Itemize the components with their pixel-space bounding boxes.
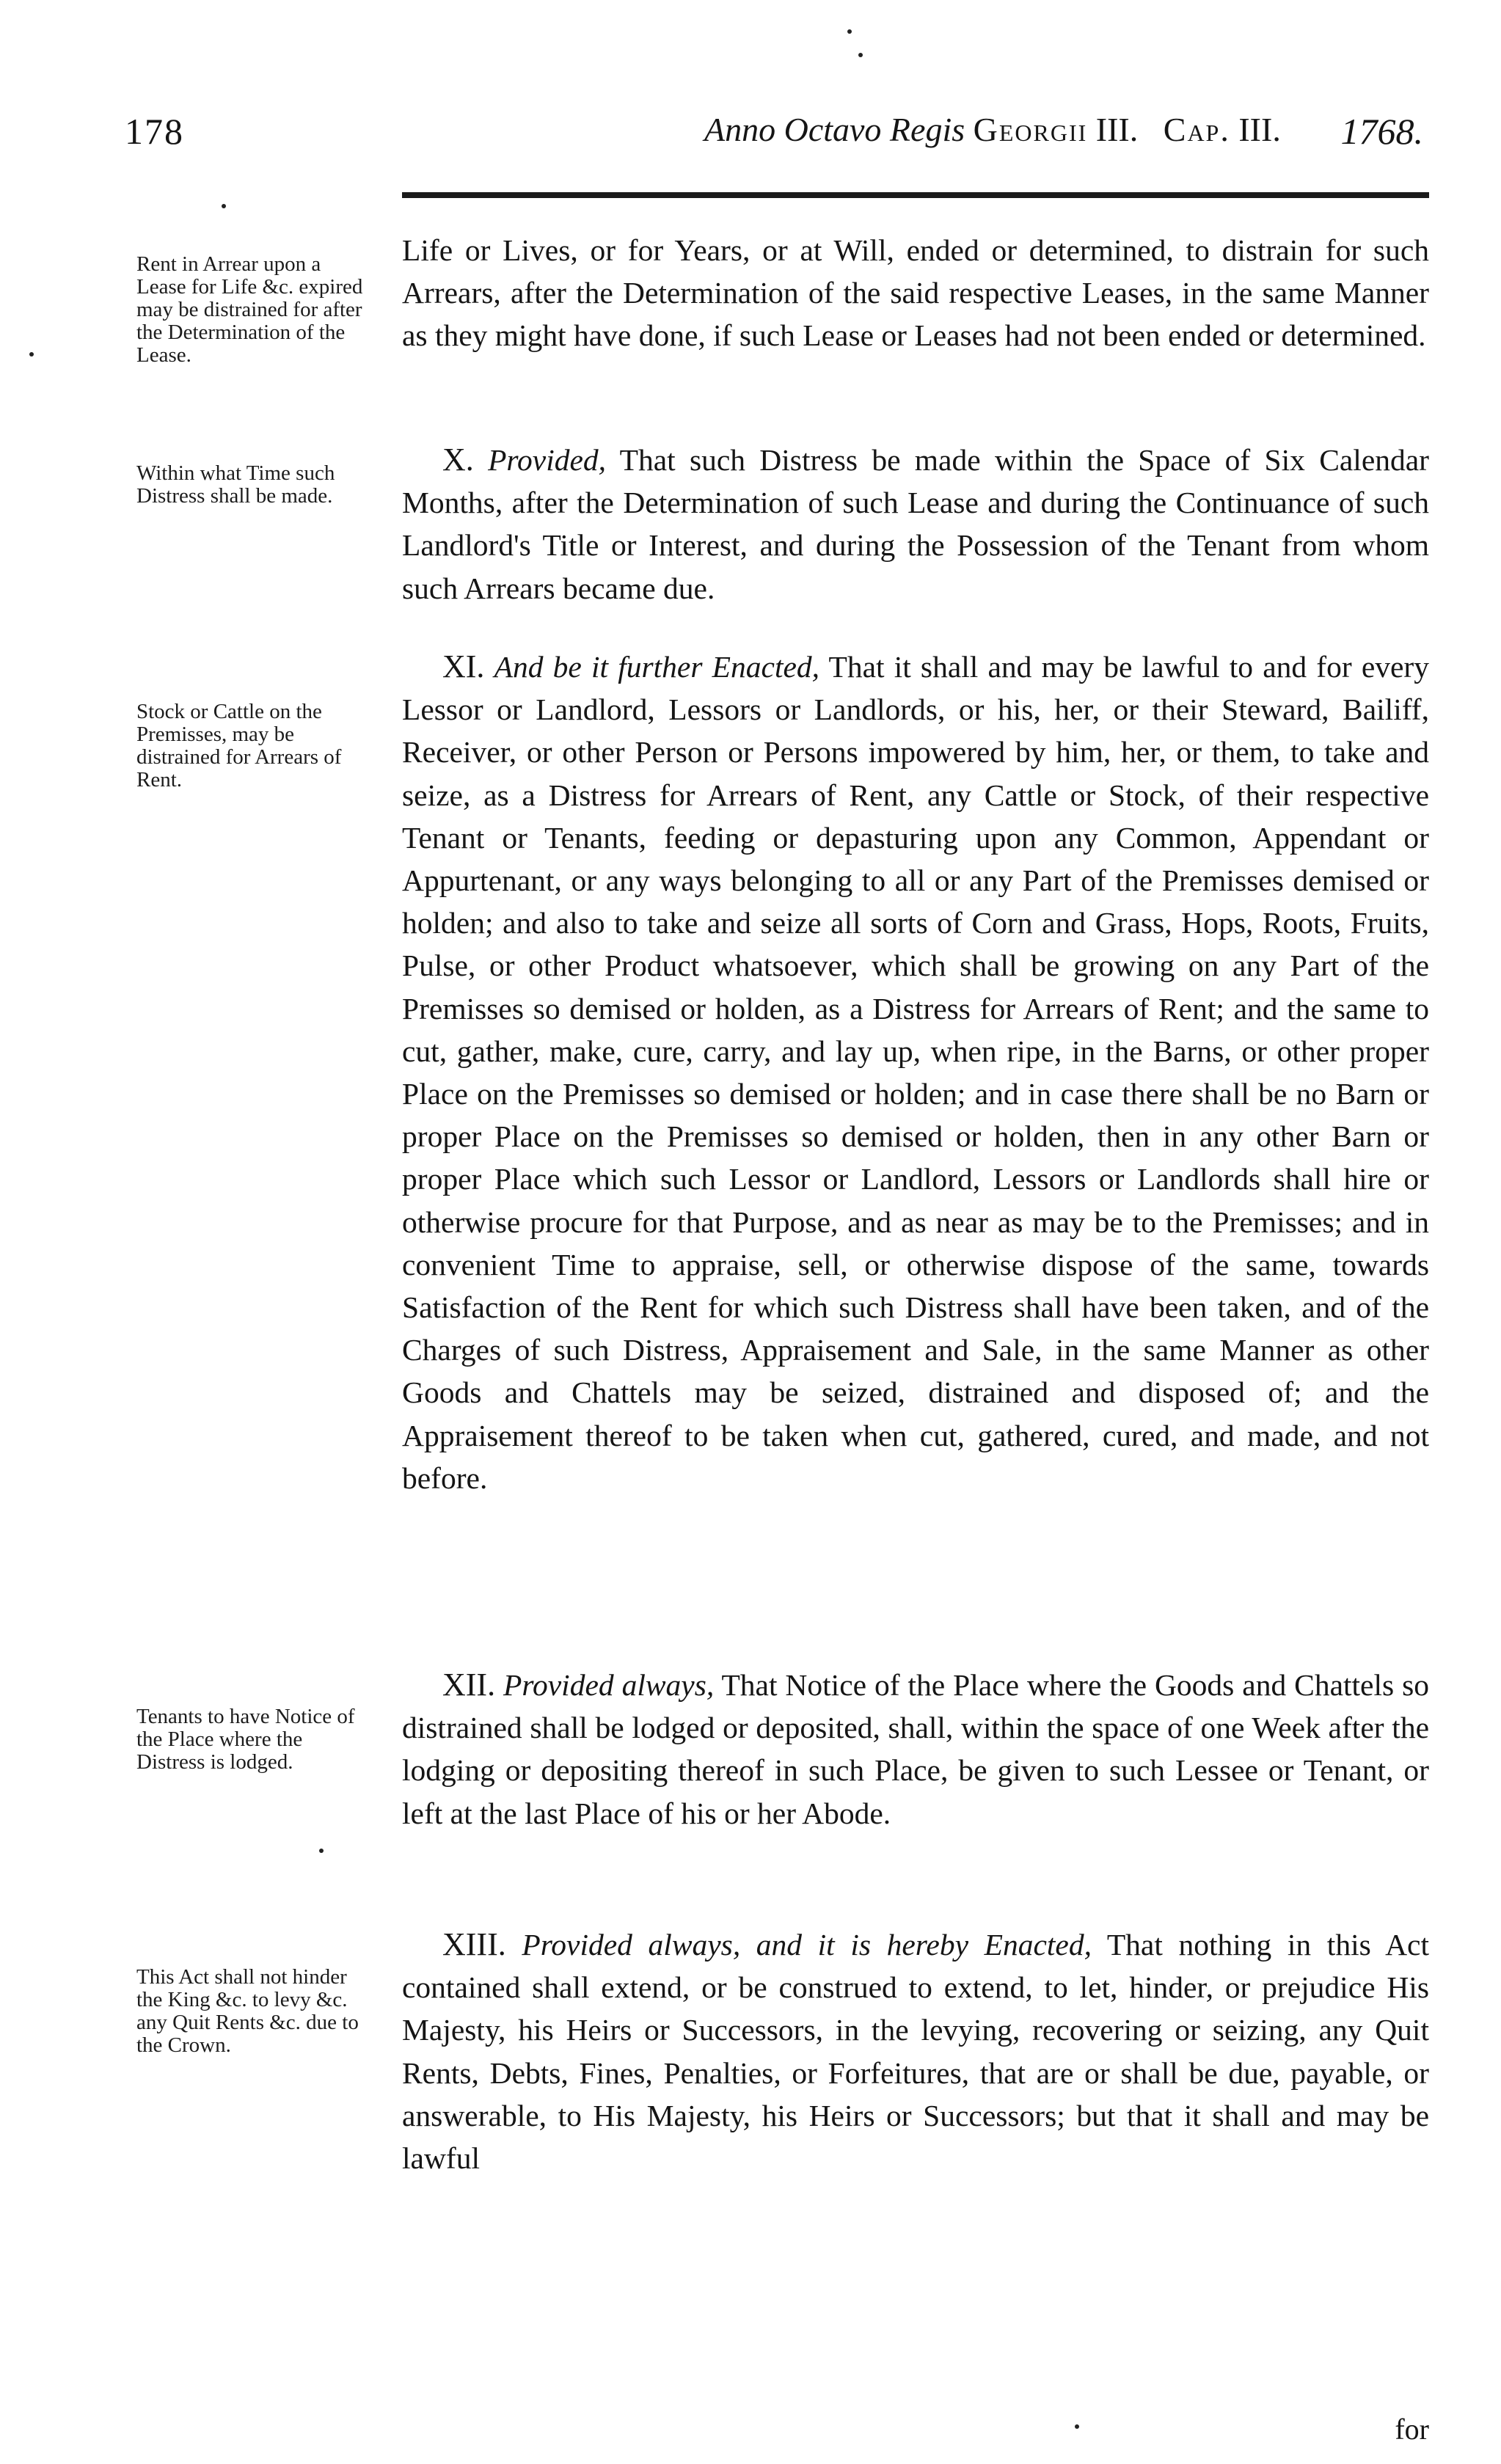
section-xii — [402, 1664, 1429, 1835]
scan-speck — [29, 352, 34, 357]
running-header — [125, 110, 1423, 161]
margin-note-tenants-notice: Tenants to have Notice of the Place where the Distress is lodged. — [136, 1705, 355, 1774]
running-title — [704, 110, 1281, 149]
section-x — [402, 439, 1429, 610]
paragraph-text: Life or Lives, or for Years, or at Will, ended or determined, to distrain for such Arrears, after the Determination of the said respective Leases, in the same Manner as they might have done, if such Lease or Leases had not been ended or determined. — [402, 233, 1429, 353]
title-king: Georgii — [973, 111, 1088, 148]
scan-speck — [222, 204, 226, 208]
section-lead: Provided always, and it is hereby Enacted, — [522, 1928, 1092, 1962]
margin-note-within-time: Within what Time such Distress shall be made. — [136, 461, 335, 508]
section-number: X. — [442, 442, 474, 478]
section-number: XII. — [442, 1667, 496, 1703]
scan-speck — [319, 1849, 324, 1853]
section-xiii — [402, 1923, 1429, 2179]
section-text: That it shall and may be lawful to and for every Lessor or Landlord, Lessors or Landlords, or his, her, or their Steward, Bailiff, Receiver, or other Person or Persons impowered by him, her, or them, to take and seize, as a Distress for Arrears of Rent, any Cattle or Stock, of their respective Tenant or Tenants, feeding or depasturing upon any Common, Appendant or Appurtenant, or any ways belonging to all or any Part of the Premisses demised or holden; and also to take and seize all sorts of Corn and Grass, Hops, Roots, Fruits, Pulse, or other Product whatsoever, which shall be growing on any Part of the Premisses so demised or holden, as a Distress for Arrears of Rent; and the same to cut, gather, make, cure, carry, and lay up, when ripe, in the Barns, or other proper Place on the Premisses so demised or holden; and in case there shall be no Barn or proper Place on the Premisses so demised or holden, then in any other Barn or proper Place which such Lessor or Landlord, Lessors or Landlords shall hire or otherwise procure for that Purpose, and as near as may be to the Premisses; and in convenient Time to appraise, sell, or otherwise dispose of the same, towards Satisfaction of the Rent for which such Distress shall have been taken, and of the Charges of such Distress, Appraisement and Sale, in the same Manner as other Goods and Chattels may be seized, distrained and disposed of; and the Appraisement thereof to be taken when cut, gathered, cured, and made, and not before. — [402, 650, 1430, 1495]
header-rule — [402, 192, 1429, 198]
scan-speck — [1075, 2424, 1079, 2429]
paragraph-continuation — [402, 229, 1429, 357]
section-lead: Provided, — [488, 443, 607, 477]
section-xi — [402, 646, 1429, 1499]
title-cap-number: III. — [1238, 111, 1281, 148]
margin-note-rent-arrear: Rent in Arrear upon a Lease for Life &c. expired may be distrained for after the Determination of the Lease. — [136, 252, 363, 367]
header-year: 1768. — [1340, 111, 1423, 152]
scan-speck — [847, 29, 852, 34]
section-lead: And be it further Enacted, — [494, 650, 820, 684]
section-text: That such Distress be made within the Space of Six Calendar Months, after the Determination of such Lease and during the Continuance of such Landlord's Title or Interest, and during the Possession of the Tenant from whom such Arrears became due. — [402, 443, 1429, 605]
page-number: 178 — [125, 111, 184, 152]
scan-speck — [858, 53, 863, 57]
section-number: XIII. — [442, 1926, 506, 1962]
title-anno: Anno Octavo Regis — [704, 111, 965, 148]
section-text: That Notice of the Place where the Goods and Chattels so distrained shall be lodged or deposited, shall, within the space of one Week after the lodging or depositing thereof in such Place, be given to such Lessee or Tenant, or left at the last Place of his or her Abode. — [402, 1668, 1429, 1830]
margin-note-quit-rents: This Act shall not hinder the King &c. to levy &c. any Quit Rents &c. due to the Crown. — [136, 1965, 359, 2057]
title-cap: Cap. — [1163, 111, 1230, 148]
title-numeral: III. — [1095, 111, 1139, 148]
catchword: for — [1395, 2413, 1429, 2446]
section-lead: Provided always, — [503, 1668, 715, 1702]
margin-note-stock-cattle: Stock or Cattle on the Premisses, may be distrained for Arrears of Rent. — [136, 700, 342, 792]
section-text: That nothing in this Act contained shall extend, or be construed to extend, to let, hinder, or prejudice His Majesty, his Heirs or Successors, in the levying, recovering or seizing, any Quit Rents, Debts, Fines, Penalties, or Forfeitures, that are or shall be due, payable, or answerable, to His Majesty, his Heirs or Successors; but that it shall and may be lawful — [402, 1928, 1429, 2176]
section-number: XI. — [442, 648, 485, 684]
